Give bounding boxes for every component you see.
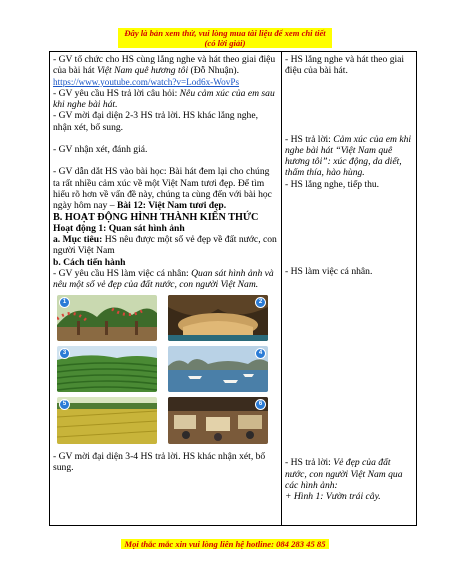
teacher-activities-column (50, 52, 282, 526)
goal-text: HS nêu được một số vẻ đẹp về đất nước, con người Việt Nam (53, 234, 277, 257)
text: - GV tổ chức cho HS cùng lắng nghe và hát theo giai điệu của bài hát (53, 54, 276, 77)
paragraph-lead-in (53, 166, 278, 211)
student-individual-work: - HS làm việc cá nhân. (285, 266, 373, 278)
paragraph-evaluate: - GV nhận xét, đánh giá. (53, 144, 148, 156)
photo-number-badge: 6 (255, 399, 266, 410)
answer-text: Vẻ đẹp của đất nước, con người Việt Nam qua các hình ảnh: (285, 457, 403, 491)
instruction-text: Quan sát hình ảnh và nêu một số vẻ đẹp của đất nước, con người Việt Nam. (53, 268, 274, 291)
photo-number-badge: 1 (59, 297, 70, 308)
photo-number-badge: 2 (255, 297, 266, 308)
activity-heading: Hoạt động 1: Quan sát hình ảnh (53, 222, 185, 234)
song-title: Việt Nam quê hương tôi (96, 65, 189, 77)
photo-tea-hills (57, 346, 157, 392)
photo-rice-field (57, 397, 157, 444)
student-answer-photo-1: + Hình 1: Vườn trái cây. (285, 491, 381, 503)
text: - GV yêu cầu HS làm việc cá nhân: (53, 268, 192, 280)
lesson-title: Bài 12: Việt Nam tươi đẹp. (116, 200, 227, 212)
goal-label: a. Mục tiêu: (53, 234, 103, 246)
text: (Đỗ Nhuận). (188, 65, 240, 77)
text: - GV dẫn dắt HS vào bài học: Bài hát đem lại cho chúng ta rất nhiều cảm xúc về một Việt Nam tươi đẹp. Để tìm hiểu rõ hơn về vấn đề này, chúng ta cùng đến với bài học ngày hôm nay – (53, 166, 272, 212)
question-text: Nêu cảm xúc của em sau khi nghe bài hát. (53, 87, 275, 111)
photo-market (168, 397, 268, 444)
hotline-notice: Mọi thắc mắc xin vui lòng liên hệ hotline: 084 283 45 85 (121, 539, 329, 549)
preview-notice: Đây là bản xem thử, vui lòng mua tài liệu để xem chi tiết (có lời giải) (118, 28, 332, 48)
photo-number-badge: 4 (255, 348, 266, 359)
paragraph-invite-answers: - GV mời đại diện 3-4 HS trả lời. HS khác nhận xét, bổ sung. (53, 450, 266, 473)
photo-bay (168, 346, 268, 392)
paragraph-individual-work (53, 268, 278, 291)
paragraph-question (53, 88, 278, 111)
section-heading: B. HOẠT ĐỘNG HÌNH THÀNH KIẾN THỨC (53, 211, 259, 223)
photo-cave (168, 295, 268, 341)
photo-collage (57, 295, 268, 444)
paragraph-invite: - GV mời đại diện 2-3 HS trả lời. HS khác lắng nghe, nhận xét, bổ sung. (53, 110, 259, 133)
student-answer-feelings (285, 134, 413, 179)
lesson-table (49, 51, 417, 526)
answer-text: Cảm xúc của em khi nghe bài hát “Việt Nam quê hương tôi”: xúc động, da diết, thấm thía, hào hùng. (285, 133, 412, 179)
photo-number-badge: 3 (59, 348, 70, 359)
student-answer-beauty (285, 457, 413, 491)
youtube-link[interactable]: https://www.youtube.com/watch?v=Lod6x-WovPs (53, 76, 240, 87)
photo-number-badge: 5 (59, 399, 70, 410)
student-activities-column (282, 52, 417, 526)
text: - GV yêu cầu HS trả lời câu hỏi: (53, 87, 180, 99)
text: - HS trả lời: (285, 133, 334, 145)
text: - HS trả lời: (285, 457, 334, 469)
method-heading: b. Cách tiến hành (53, 256, 126, 268)
goal-paragraph (53, 234, 278, 257)
student-listen-sing: - HS lắng nghe và hát theo giai điệu của bài hát. (285, 54, 405, 77)
student-listen: - HS lắng nghe, tiếp thu. (285, 178, 380, 190)
paragraph-sing-along (53, 54, 278, 77)
photo-orchard (57, 295, 157, 341)
